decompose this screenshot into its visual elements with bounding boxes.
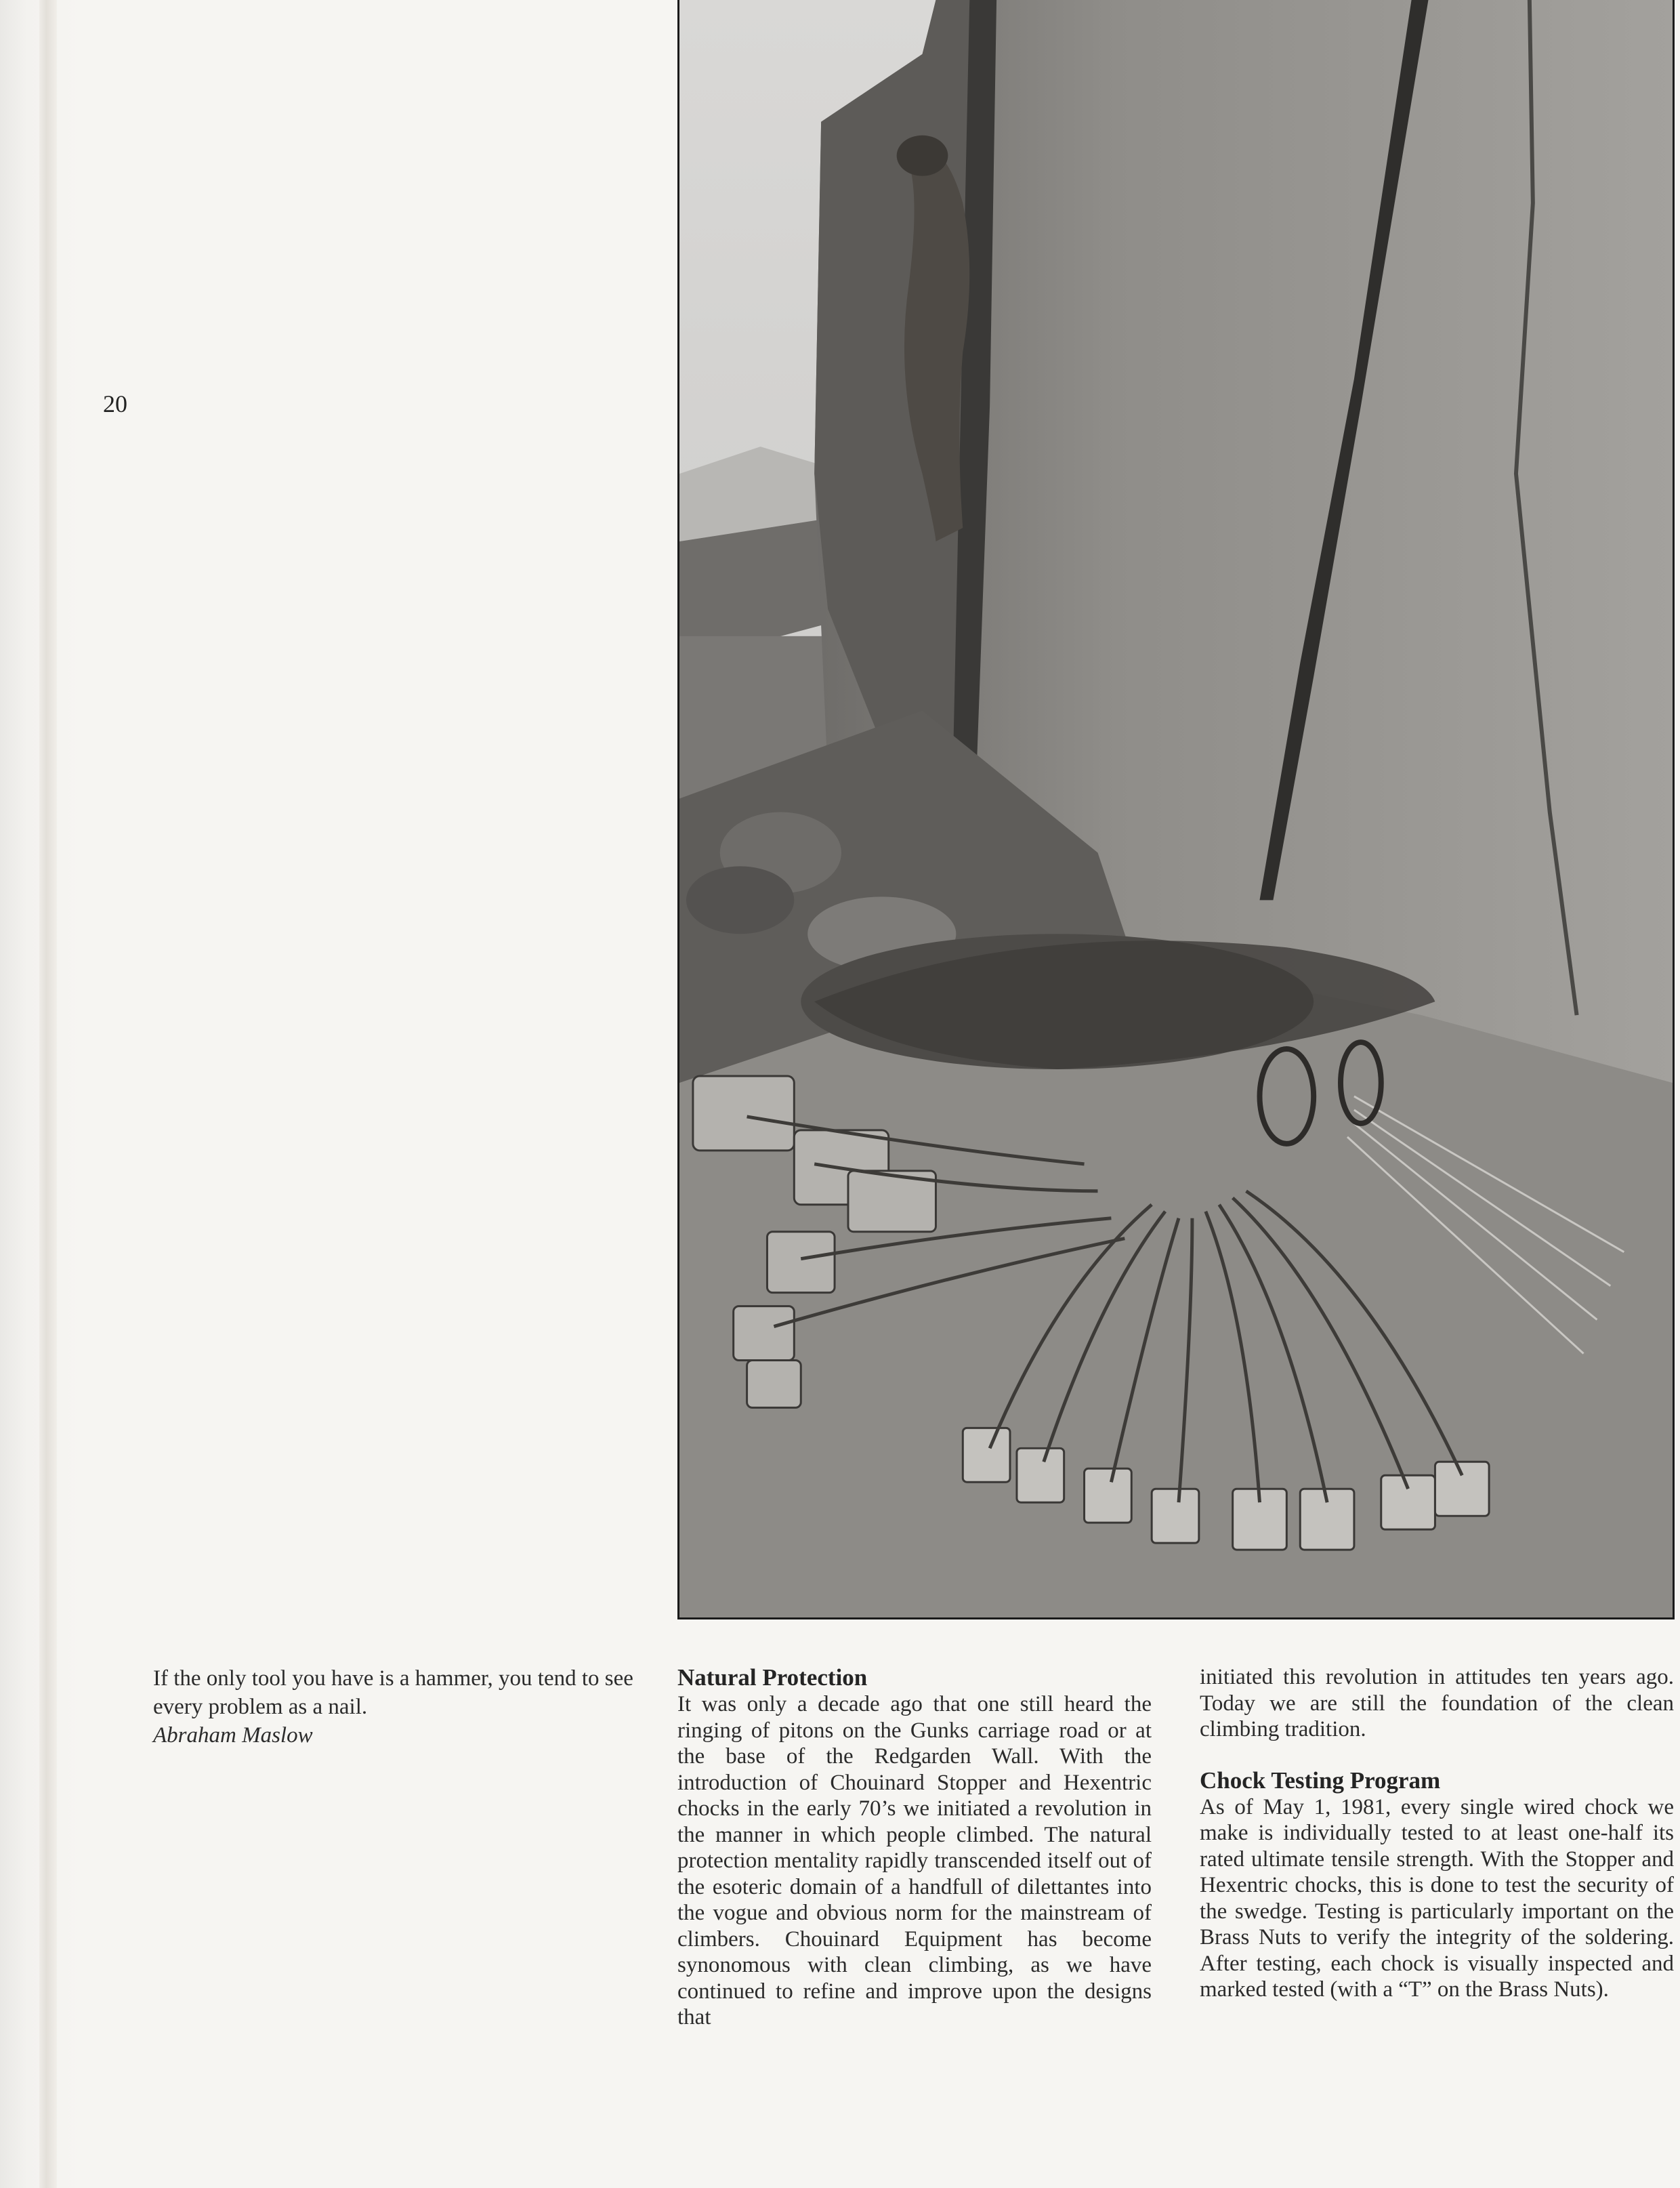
continuation-body: initiated this revolution in attitudes ten years ago. Today we are still the foundation of the clean climbing tradition. <box>1200 1665 1674 1741</box>
climbing-photo <box>677 0 1675 1619</box>
climbing-photo-graphic <box>679 0 1673 1617</box>
paragraph-gap <box>1200 1743 1674 1767</box>
article-column-chock-testing <box>1200 1664 1674 2003</box>
article-column-natural-protection <box>677 1664 1152 2031</box>
epigraph-quote <box>153 1664 641 1750</box>
quote-text: If the only tool you have is a hammer, you tend to see every problem as a nail. <box>153 1666 633 1719</box>
quote-author: Abraham Maslow <box>153 1723 313 1748</box>
natural-protection-body: It was only a decade ago that one still heard the ringing of pitons on the Gunks carriage road or at the base of the Redgarden Wall. With the introduction of Chouinard Stopper and Hexentric chocks in the early 70’s we initiated a revolution in the manner in which people climbed. The natural protection mentality rapidly transcended itself out of the esoteric domain of a handfull of dilettantes into the vogue and obvious norm for the mainstream of climbers. Chouinard Equipment has become synonomous with clean climbing, as we have continued to refine and improve upon the designs that <box>677 1692 1152 2029</box>
page-binding-edge <box>39 0 57 2188</box>
page-number: 20 <box>103 390 127 417</box>
section-heading-chock-testing: Chock Testing Program <box>1200 1767 1441 1794</box>
section-heading-natural-protection: Natural Protection <box>677 1664 868 1691</box>
chock-testing-body: As of May 1, 1981, every single wired chock we make is individually tested to at least one-half its rated ultimate tensile strength. With the Stopper and Hexentric chocks, this is done to test the security of the swedge. Testing is particularly important on the Brass Nuts to verify the integrity of the soldering. After testing, each chock is visually inspected and marked tested (with a “T” on the Brass Nuts). <box>1200 1794 1674 2002</box>
